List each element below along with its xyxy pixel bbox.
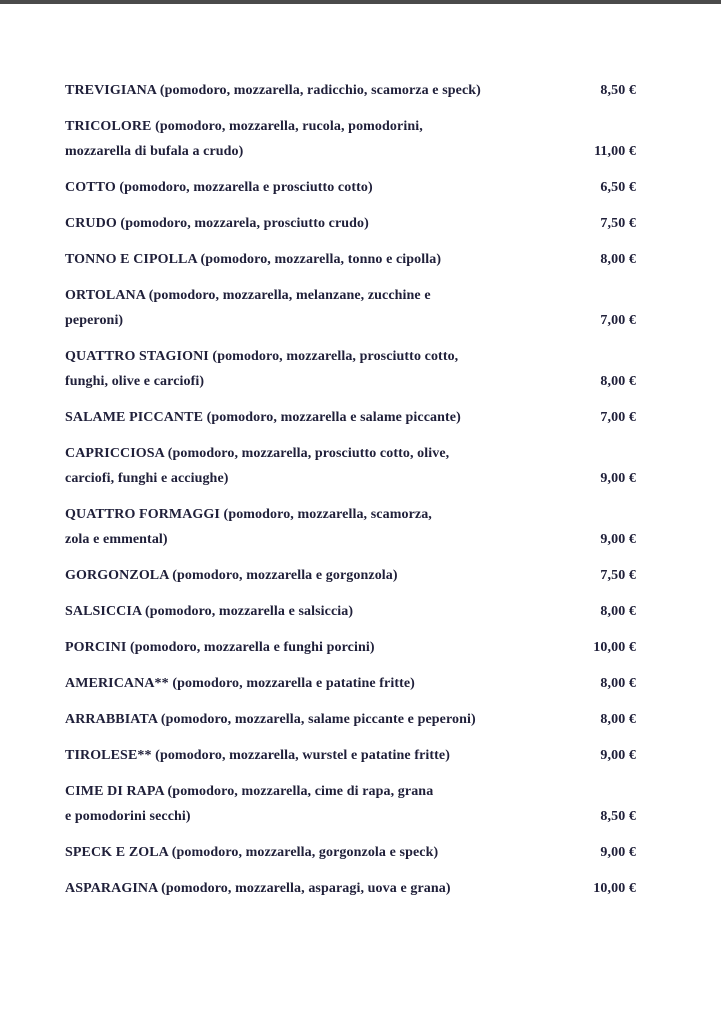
item-line: funghi, olive e carciofi) [65,374,205,389]
menu-list [65,78,636,912]
menu-item-row [65,114,636,164]
menu-item-row [65,671,636,696]
item-description [65,840,438,865]
menu-item-row [65,635,636,660]
item-description [65,502,432,552]
item-line: CIME DI RAPA (pomodoro, mozzarella, cime di rapa, grana [65,784,434,799]
item-price: 8,00 € [600,374,636,389]
item-description [65,247,441,272]
item-description [65,405,461,430]
item-price: 7,50 € [600,216,636,231]
item-line: PORCINI (pomodoro, mozzarella e funghi porcini) [65,640,375,655]
item-description [65,175,373,200]
item-price: 7,00 € [600,313,636,328]
item-price: 9,00 € [600,532,636,547]
item-description [65,743,450,768]
item-line: GORGONZOLA (pomodoro, mozzarella e gorgonzola) [65,568,398,583]
item-price: 8,50 € [600,809,636,824]
item-price: 11,00 € [594,144,636,159]
item-line: TIROLESE** (pomodoro, mozzarella, wurstel e patatine fritte) [65,748,450,763]
menu-item-row [65,779,636,829]
item-line: CAPRICCIOSA (pomodoro, mozzarella, prosciutto cotto, olive, [65,446,450,461]
menu-item-row [65,707,636,732]
item-line: ORTOLANA (pomodoro, mozzarella, melanzane, zucchine e [65,288,431,303]
item-line: mozzarella di bufala a crudo) [65,144,244,159]
item-line: zola e emmental) [65,532,168,547]
item-description [65,563,398,588]
item-price: 8,00 € [600,676,636,691]
item-price: 8,00 € [600,712,636,727]
item-description [65,344,458,394]
item-price: 8,50 € [600,83,636,98]
item-description [65,876,451,901]
menu-item-row [65,211,636,236]
item-price: 7,00 € [600,410,636,425]
page-top-border [0,0,721,4]
menu-item-row [65,840,636,865]
item-description [65,671,415,696]
item-line: SALAME PICCANTE (pomodoro, mozzarella e salame piccante) [65,410,461,425]
menu-item-row [65,247,636,272]
item-description [65,211,369,236]
item-line: TONNO E CIPOLLA (pomodoro, mozzarella, tonno e cipolla) [65,252,442,267]
menu-item-row [65,78,636,103]
menu-item-row [65,502,636,552]
item-description [65,599,353,624]
item-price: 10,00 € [593,881,636,896]
menu-item-row [65,876,636,901]
menu-item-row [65,563,636,588]
item-line: SALSICCIA (pomodoro, mozzarella e salsiccia) [65,604,354,619]
item-line: TRICOLORE (pomodoro, mozzarella, rucola, pomodorini, [65,119,423,134]
item-price: 9,00 € [600,748,636,763]
item-price: 9,00 € [600,845,636,860]
item-description [65,114,423,164]
item-price: 8,00 € [600,604,636,619]
menu-item-row [65,175,636,200]
item-line: SPECK E ZOLA (pomodoro, mozzarella, gorgonzola e speck) [65,845,439,860]
item-description [65,78,481,103]
item-price: 10,00 € [593,640,636,655]
item-line: QUATTRO FORMAGGI (pomodoro, mozzarella, scamorza, [65,507,432,522]
item-price: 7,50 € [600,568,636,583]
item-description [65,779,433,829]
item-description [65,707,476,732]
item-line: ASPARAGINA (pomodoro, mozzarella, asparagi, uova e grana) [65,881,451,896]
item-line: ARRABBIATA (pomodoro, mozzarella, salame piccante e peperoni) [65,712,476,727]
menu-item-row [65,405,636,430]
item-price: 9,00 € [600,471,636,486]
menu-item-row [65,743,636,768]
item-line: TREVIGIANA (pomodoro, mozzarella, radicchio, scamorza e speck) [65,83,481,98]
item-description [65,441,449,491]
item-description [65,283,431,333]
item-line: COTTO (pomodoro, mozzarella e prosciutto cotto) [65,180,373,195]
item-line: CRUDO (pomodoro, mozzarela, prosciutto crudo) [65,216,369,231]
item-line: peperoni) [65,313,124,328]
item-line: AMERICANA** (pomodoro, mozzarella e patatine fritte) [65,676,415,691]
menu-item-row [65,344,636,394]
item-description [65,635,375,660]
menu-item-row [65,599,636,624]
menu-item-row [65,283,636,333]
item-line: e pomodorini secchi) [65,809,191,824]
item-price: 6,50 € [600,180,636,195]
menu-item-row [65,441,636,491]
item-line: carciofi, funghi e acciughe) [65,471,229,486]
item-line: QUATTRO STAGIONI (pomodoro, mozzarella, prosciutto cotto, [65,349,459,364]
item-price: 8,00 € [600,252,636,267]
